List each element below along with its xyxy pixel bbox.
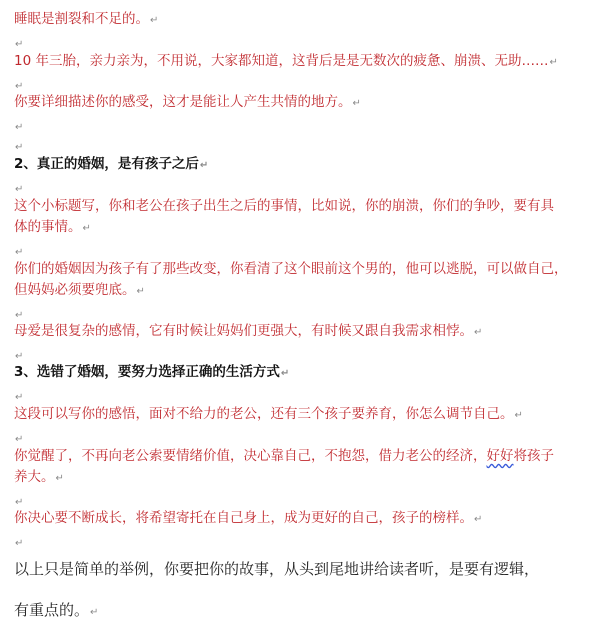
paragraph-mark-icon: ↵ [352, 98, 361, 109]
paragraph-mark-icon: ↵ [15, 81, 24, 92]
empty-paragraph [14, 32, 23, 51]
paragraph-mark-icon: ↵ [474, 327, 483, 338]
text-line: 有重点的。↵ [14, 601, 99, 619]
paragraph-mark-icon: ↵ [15, 497, 24, 508]
paragraph-mark-icon: ↵ [15, 434, 24, 445]
paragraph-mark-icon: ↵ [15, 142, 24, 153]
text-line: 这段可以写你的感悟，面对不给力的老公，还有三个孩子要养育，你怎么调节自己。↵ [14, 406, 523, 422]
paragraph-mark-icon: ↵ [136, 286, 145, 297]
text-line: 你觉醒了，不再向老公索要情绪价值，决心靠自己，不抱怨，借力老公的经济，好好将孩子 [14, 448, 554, 464]
paragraph-mark-icon: ↵ [15, 184, 24, 195]
text-line: 你决心要不断成长，将希望寄托在自己身上，成为更好的自己，孩子的榜样。↵ [14, 510, 483, 526]
paragraph-mark-icon: ↵ [514, 410, 523, 421]
empty-paragraph [14, 240, 23, 259]
paragraph-mark-icon: ↵ [55, 473, 64, 484]
paragraph-mark-icon: ↵ [90, 607, 99, 618]
text-line: 体的事情。↵ [14, 219, 91, 235]
text-line: 你们的婚姻因为孩子有了那些改变，你看清了这个眼前这个男的，他可以逃脱，可以做自己， [14, 261, 568, 277]
paragraph-mark-icon: ↵ [15, 247, 24, 258]
empty-paragraph [14, 177, 23, 196]
empty-paragraph [14, 303, 23, 322]
empty-paragraph [14, 531, 23, 550]
paragraph-mark-icon: ↵ [15, 392, 24, 403]
text-line: 但妈妈必须要兜底。↵ [14, 282, 145, 298]
empty-paragraph [14, 115, 23, 134]
text-line: 这个小标题写，你和老公在孩子出生之后的事情，比如说，你的崩溃，你们的争吵，要有具 [14, 198, 554, 214]
text-line: 你要详细描述你的感受，这才是能让人产生共情的地方。↵ [14, 94, 361, 110]
text-line: 10 年三胎，亲力亲为，不用说，大家都知道，这背后是是无数次的疲惫、崩溃、无助……↵ [14, 53, 558, 69]
paragraph-mark-icon: ↵ [15, 122, 24, 133]
paragraph-mark-icon: ↵ [199, 160, 209, 171]
empty-paragraph [14, 490, 23, 509]
paragraph-mark-icon: ↵ [549, 57, 558, 68]
paragraph-mark-icon: ↵ [15, 310, 24, 321]
paragraph-mark-icon: ↵ [15, 351, 24, 362]
empty-paragraph [14, 427, 23, 446]
empty-paragraph [14, 74, 23, 93]
paragraph-mark-icon: ↵ [150, 15, 159, 26]
paragraph-mark-icon: ↵ [15, 39, 24, 50]
paragraph-mark-icon: ↵ [474, 514, 483, 525]
paragraph-mark-icon: ↵ [280, 368, 290, 379]
empty-paragraph [14, 385, 23, 404]
section-heading: 3、选错了婚姻，要努力选择正确的生活方式↵ [14, 364, 290, 380]
empty-paragraph [14, 344, 23, 363]
empty-paragraph [14, 135, 23, 154]
text-line: 以上只是简单的举例，你要把你的故事，从头到尾地讲给读者听，是要有逻辑， [14, 560, 540, 578]
spellcheck-underline[interactable]: 好好 [486, 448, 514, 464]
paragraph-mark-icon: ↵ [82, 223, 91, 234]
text-line: 睡眠是割裂和不足的。↵ [14, 11, 159, 27]
section-heading: 2、真正的婚姻，是有孩子之后↵ [14, 156, 209, 172]
text-line: 养大。↵ [14, 469, 64, 485]
paragraph-mark-icon: ↵ [15, 538, 24, 549]
text-line: 母爱是很复杂的感情，它有时候让妈妈们更强大，有时候又跟自我需求相悖。↵ [14, 323, 483, 339]
